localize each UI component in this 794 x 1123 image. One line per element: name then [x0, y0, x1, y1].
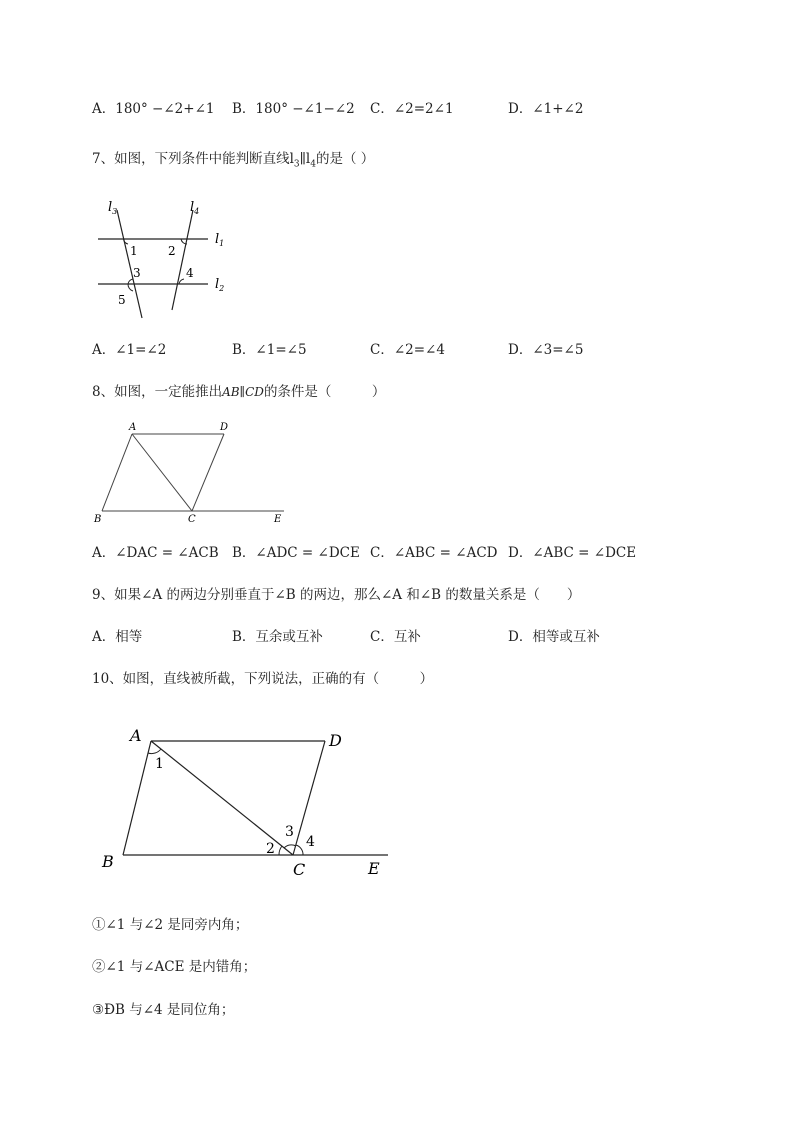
q9-option-a: A．相等	[92, 629, 143, 645]
arc-5	[128, 284, 133, 291]
q9-stem: 9、如果∠A 的两边分别垂直于∠B 的两边，那么∠A 和∠B 的数量关系是（ ）	[92, 587, 581, 603]
label-l3: $l_3$	[108, 200, 118, 216]
q8-option-d: D．∠ABC = ∠DCE	[508, 545, 637, 561]
q10-statement-1: ①∠1 与∠2 是同旁内角；	[92, 917, 249, 933]
arc-2	[279, 846, 282, 855]
line-l4	[172, 210, 193, 310]
q7-option-c: C．∠2=∠4	[370, 342, 445, 358]
label-l1: $l_1$	[215, 232, 225, 248]
arc-1	[148, 749, 161, 754]
point-d: D	[220, 422, 229, 433]
q10-statement-3: ③ÐB 与∠4 是同位角；	[92, 1002, 235, 1018]
angle-5: 5	[118, 293, 126, 307]
q7-stem: 7、如图，下列条件中能判断直线$l_3\parallel l_4$的是（ ）	[92, 151, 375, 170]
q7-option-b: B．∠1=∠5	[232, 342, 307, 358]
point-b: B	[102, 852, 114, 871]
angle-4: 4	[306, 834, 315, 850]
angle-3: 3	[285, 824, 294, 840]
q9-option-c: C．互补	[370, 629, 421, 645]
point-a: A	[129, 422, 137, 433]
angle-1: 1	[130, 244, 138, 258]
angle-4: 4	[186, 266, 194, 280]
q6-option-c: C．∠2=2∠1	[370, 101, 454, 117]
point-e: E	[274, 514, 282, 525]
q7-figure	[90, 195, 250, 325]
label-l4: $l_4$	[190, 200, 200, 216]
point-c: C	[293, 860, 306, 879]
point-e: E	[368, 859, 380, 878]
angle-3: 3	[133, 266, 141, 280]
q9-option-d: D．相等或互补	[508, 629, 600, 645]
point-c: C	[188, 514, 196, 525]
q8-option-c: C．∠ABC = ∠ACD	[370, 545, 498, 561]
q6-option-b: B．180° −∠1−∠2	[232, 101, 355, 117]
arc-3	[284, 845, 296, 848]
label-l2: $l_2$	[215, 277, 225, 293]
q8-figure	[90, 418, 290, 528]
q7-option-a: A．∠1=∠2	[92, 342, 167, 358]
angle-2: 2	[168, 244, 176, 258]
segment-ab	[123, 741, 151, 855]
point-a: A	[130, 726, 142, 745]
q9-option-b: B．互余或互补	[232, 629, 323, 645]
q8-option-a: A．∠DAC = ∠ACB	[92, 545, 219, 561]
segment-ab	[102, 434, 132, 511]
arc-4	[179, 279, 184, 284]
angle-1: 1	[155, 756, 164, 772]
angle-2: 2	[266, 841, 275, 857]
point-b: B	[94, 514, 102, 525]
q6-option-d: D．∠1+∠2	[508, 101, 584, 117]
segment-dc	[192, 434, 224, 511]
arc-4	[296, 845, 303, 855]
q7-option-d: D．∠3=∠5	[508, 342, 584, 358]
q8-option-b: B．∠ADC = ∠DCE	[232, 545, 360, 561]
q6-option-a: A．180° −∠2+∠1	[92, 101, 215, 117]
q8-stem: 8、如图，一定能推出AB∥CD的条件是（ ）	[92, 384, 386, 400]
q10-figure	[95, 722, 395, 882]
segment-ac	[132, 434, 192, 511]
point-d: D	[329, 731, 342, 750]
q10-stem: 10、如图，直线被所截，下列说法，正确的有（ ）	[92, 671, 434, 687]
q10-statement-2: ②∠1 与∠ACE 是内错角；	[92, 959, 257, 975]
segment-ac	[151, 741, 293, 855]
